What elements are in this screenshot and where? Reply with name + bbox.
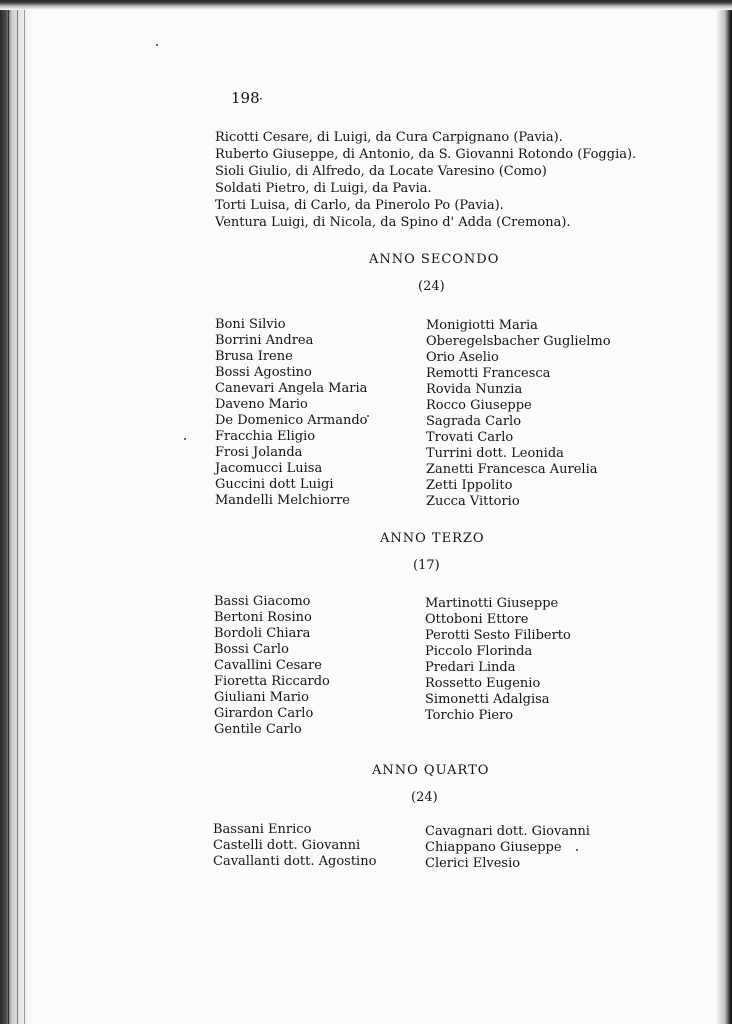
student-name: Chiappano Giuseppe (425, 840, 562, 855)
section-heading-anno-secondo: ANNO SECONDO (369, 252, 500, 267)
student-list-continued (215, 129, 636, 231)
list-line: Ventura Luigi, di Nicola, da Spino d' Adda (Cremona). (215, 215, 571, 230)
section-count: (24) (418, 279, 445, 294)
student-name: Remotti Francesca (426, 366, 551, 381)
name-column-right (425, 824, 590, 872)
student-name: Daveno Mario (215, 397, 308, 412)
student-name: Rovida Nunzia (426, 382, 523, 397)
student-name: Turrini dott. Leonida (426, 446, 564, 461)
student-name: Oberegelsbacher Guglielmo (426, 334, 611, 349)
student-name: Piccolo Florinda (425, 644, 533, 659)
section-heading-anno-terzo: ANNO TERZO (380, 531, 485, 546)
student-name: Canevari Angela Maria (215, 381, 368, 396)
name-column-left (214, 594, 330, 738)
student-name: Cavagnari dott. Giovanni (425, 824, 590, 839)
name-column-left (215, 317, 368, 509)
student-name: Boni Silvio (215, 317, 286, 332)
student-name: Orio Aselio (426, 350, 499, 365)
student-name: Rossetto Eugenio (425, 676, 541, 691)
student-name: Castelli dott. Giovanni (213, 838, 361, 853)
name-column-right (426, 318, 611, 510)
section-count: (24) (411, 790, 438, 805)
student-name: Clerici Elvesio (425, 856, 521, 871)
student-name: Trovati Carlo (426, 430, 514, 445)
student-name: Ottoboni Ettore (425, 612, 529, 627)
page-top-edge (0, 0, 732, 10)
student-name: Sagrada Carlo (426, 414, 522, 429)
student-name: Fioretta Riccardo (214, 674, 330, 689)
student-name: Zucca Vittorio (426, 494, 520, 509)
student-name: Brusa Irene (215, 349, 293, 364)
student-name: Girardon Carlo (214, 706, 314, 721)
student-name: Bassani Enrico (213, 822, 312, 837)
student-name: Bassi Giacomo (214, 594, 311, 609)
student-name: Perotti Sesto Filiberto (425, 628, 571, 643)
student-name: Cavallini Cesare (214, 658, 322, 673)
list-line: Ruberto Giuseppe, di Antonio, da S. Giovanni Rotondo (Foggia). (215, 147, 637, 162)
student-name: Zetti Ippolito (426, 478, 513, 493)
page-right-edge (716, 0, 732, 1024)
student-name: Bordoli Chiara (214, 626, 311, 641)
student-name: Frosi Jolanda (215, 445, 303, 460)
paper-speck (184, 438, 186, 440)
student-name: Jacomucci Luisa (215, 461, 323, 476)
student-name: Simonetti Adalgisa (425, 692, 550, 707)
student-name: Mandelli Melchiorre (215, 493, 350, 508)
student-name: Zanetti Francesca Aurelia (426, 462, 598, 477)
student-name: Fracchia Eligio (215, 429, 316, 444)
student-name: Rocco Giuseppe (426, 398, 532, 413)
list-line: Ricotti Cesare, di Luigi, da Cura Carpignano (Pavia). (215, 130, 563, 145)
spine-line (24, 0, 25, 1024)
list-line: Torti Luisa, di Carlo, da Pinerolo Po (Pavia). (215, 198, 504, 213)
student-name: Borrini Andrea (215, 333, 314, 348)
student-name: Bossi Carlo (214, 642, 289, 657)
student-name: Predari Linda (425, 660, 516, 675)
page-number-dot: · (259, 92, 263, 106)
page-number: 198 (231, 89, 260, 107)
student-name: Giuliani Mario (214, 690, 309, 705)
student-name: Bertoni Rosino (214, 610, 312, 625)
student-name: Cavallanti dott. Agostino (213, 854, 377, 869)
student-name: De Domenico Armando (215, 413, 368, 428)
name-column-left (213, 822, 376, 870)
name-column-right (425, 596, 571, 724)
spine-line (8, 0, 9, 1024)
student-name: Guccini dott Luigi (215, 477, 334, 492)
section-heading-anno-quarto: ANNO QUARTO (372, 763, 490, 778)
list-line: Sioli Giulio, di Alfredo, da Locate Varesino (Como) (215, 164, 547, 179)
list-line: Soldati Pietro, di Luigi, da Pavia. (215, 181, 432, 196)
student-name: Gentile Carlo (214, 722, 302, 737)
spine-line (17, 0, 18, 1024)
student-name: Bossi Agostino (215, 365, 312, 380)
student-name: Martinotti Giuseppe (425, 596, 559, 611)
section-count: (17) (413, 558, 440, 573)
paper-speck (156, 44, 158, 46)
student-name: Torchio Piero (425, 708, 514, 723)
student-name: Monigiotti Maria (426, 318, 538, 333)
